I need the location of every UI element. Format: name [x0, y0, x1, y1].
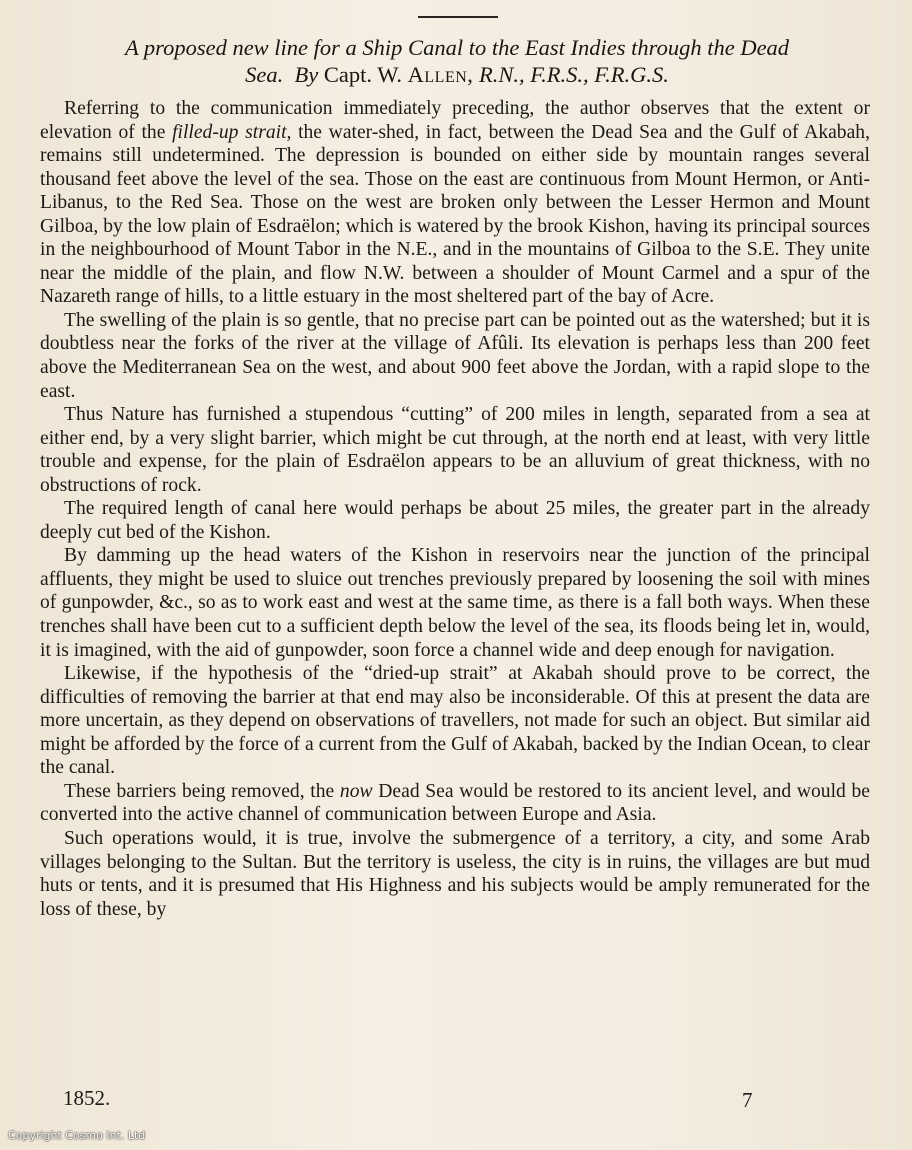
footer-year: 1852. — [63, 1086, 111, 1110]
text-run: Dead Sea would be restored to its ancient level, and would be converted into the active channel of communication between Europe and Asia. — [40, 780, 870, 826]
paragraph — [40, 403, 870, 497]
title-credentials: R.N., F.R.S., F.R.G.S. — [479, 62, 669, 87]
text-run: By damming up the head waters of the Kishon in reservoirs near the junction of the principal affluents, they might be used to sluice out trenches previously prepared by loosening the soil with mines of gunpowder, &c., so as to work east and west at the same time, as there is a fall both ways. When these trenches shall have been cut to a sufficient depth below the level of the sea, its floods being let in, would, it is imagined, with the aid of gunpowder, soon force a channel wide and deep enough for navigation. — [40, 545, 870, 661]
title-line-1: A proposed new line for a Ship Canal to the East Indies through the Dead — [124, 35, 790, 60]
text-run: These barriers being removed, the — [64, 780, 340, 802]
title-line-2 — [38, 61, 876, 88]
text-run: Likewise, if the hypothesis of the “dried-up strait” at Akabah should prove to be correct, the difficulties of removing the barrier at that end may also be inconsiderable. Of this at present the data are more uncertain, as they depend on observations of travellers, not made for such an object. But similar aid might be afforded by the force of a current from the Gulf of Akabah, backed by the Indian Ocean, to clear the canal. — [40, 663, 870, 779]
paragraph — [40, 544, 870, 662]
title-author: Capt. W. — [323, 62, 403, 87]
paragraph — [40, 309, 870, 403]
text-run: Such operations would, it is true, involve the submergence of a territory, a city, and some Arab villages belonging to the Sultan. But the territory is useless, the city is in ruins, the villages are but mud huts or tents, and it is presumed that His Highness and his subjects would be amply remunerated for the loss of these, by — [40, 827, 870, 920]
paragraph — [40, 780, 870, 827]
paragraph — [40, 497, 870, 544]
page-number: 7 — [742, 1088, 753, 1112]
text-run: Referring to the communication immediately preceding, the author observes that the extent or elevation of the — [40, 98, 870, 143]
paragraph — [40, 97, 870, 309]
text-run: the water-shed, in fact, between the Dead Sea and the Gulf of Akabah, remains still undetermined. The depression is bounded on either side by mountain ranges several thousand feet above the level of the sea. Those on the east are continuous from Mount Hermon, or Anti-Libanus, to the Red Sea. Those on the west are broken only between the Lesser Hermon and Mount Gilboa, by the low plain of Esdraëlon; which is watered by the brook Kishon, having its principal sources in the neighbourhood of Mount Tabor in the N.E., and in the mountains of Gilboa to the S.E. They unite near the middle of the plain, and flow N.W. between a shoulder of Mount Carmel and a spur of the Nazareth range of hills, to a little estuary in the most sheltered part of the bay of Acre. — [40, 121, 870, 308]
title-by: By — [294, 62, 319, 87]
text-run: The required length of canal here would perhaps be about 25 miles, the greater part in the already deeply cut bed of the Kishon. — [40, 498, 870, 543]
copyright-watermark: Copyright Cosmo Int. Ltd — [8, 1129, 146, 1142]
top-rule-divider — [418, 16, 498, 18]
text-run: The swelling of the plain is so gentle, that no precise part can be pointed out as the watershed; but it is doubtless near the forks of the river at the village of Afûli. Its elevation is perhaps less than 200 feet above the Mediterranean Sea on the west, and about 900 feet above the Jordan, with a rapid slope to the east. — [40, 309, 870, 402]
title-author-surname: Allen, — [407, 62, 474, 87]
article-body — [40, 97, 870, 921]
paragraph — [40, 662, 870, 780]
italic-phrase: now — [339, 780, 373, 802]
italic-phrase: filled-up strait, — [172, 121, 292, 143]
article-title — [38, 34, 876, 88]
paragraph — [40, 827, 870, 921]
title-sea: Sea. — [245, 62, 284, 87]
text-run: Thus Nature has furnished a stupendous “cutting” of 200 miles in length, separated from a sea at either end, by a very slight barrier, which might be cut through, at the north end at least, with very little trouble and expense, for the plain of Esdraëlon appears to be an alluvium of great thickness, with no obstructions of rock. — [40, 404, 870, 496]
